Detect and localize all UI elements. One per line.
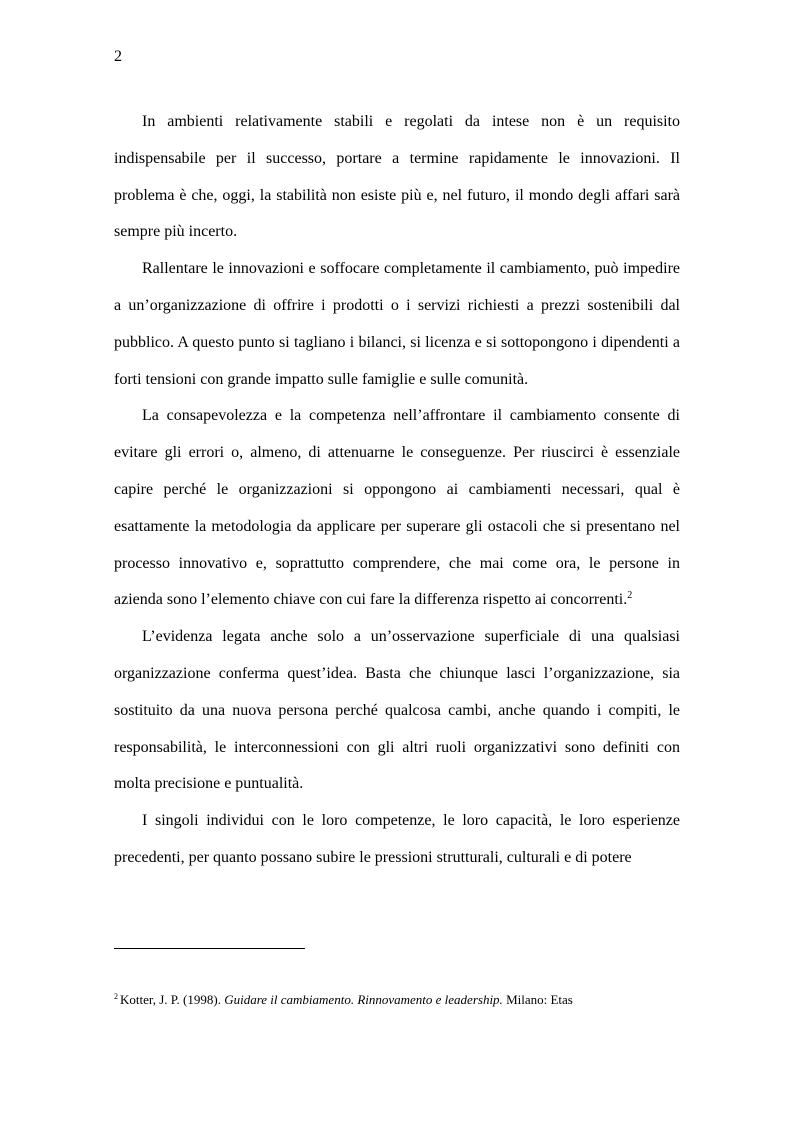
footnote-separator [114,948,305,949]
footnote [114,991,680,1009]
body-text [114,104,680,877]
footnote-number: 2 [114,992,118,1001]
page-number: 2 [114,48,122,65]
paragraph-4: L’evidenza legata anche solo a un’osservazione superficiale di una qualsiasi organizzazione conferma quest’idea. Basta che chiunque lasci l’organizzazione, sia sostituito da una nuova persona perché qualcosa cambi, anche quando i compiti, le responsabilità, le interconnessioni con gli altri ruoli organizzativi sono definiti con molta precisione e puntualità. [114,628,680,793]
footnote-reference: 2 [627,590,633,602]
footnote-title: Guidare il cambiamento. Rinnovamento e leadership. [224,992,503,1007]
paragraph-3-text: La consapevolezza e la competenza nell’affrontare il cambiamento consente di evitare gli errori o, almeno, di attenuarne le conseguenze. Per riuscirci è essenziale capire perché le organizzazioni si oppongono ai cambiamenti necessari, qual è esattamente la metodologia da applicare per superare gli ostacoli che si presentano nel processo innovativo e, soprattutto comprendere, che mai come ora, le persone in azienda sono l’elemento chiave con cui fare la differenza rispetto ai concorrenti. [114,407,680,609]
paragraph-5: I singoli individui con le loro competenze, le loro capacità, le loro esperienze precedenti, per quanto possano subire le pressioni strutturali, culturali e di potere [114,812,680,866]
paragraph-1: In ambienti relativamente stabili e regolati da intese non è un requisito indispensabile per il successo, portare a termine rapidamente le innovazioni. Il problema è che, oggi, la stabilità non esiste più e, nel futuro, il mondo degli affari sarà sempre più incerto. [114,113,680,241]
paragraph-3 [114,398,680,619]
footnote-publisher: Milano: Etas [502,992,573,1007]
paragraph-2: Rallentare le innovazioni e soffocare completamente il cambiamento, può impedire a un’organizzazione di offrire i prodotti o i servizi richiesti a prezzi sostenibili dal pubblico. A questo punto si tagliano i bilanci, si licenza e si sottopongono i dipendenti a forti tensioni con grande impatto sulle famiglie e sulle comunità. [114,260,680,388]
footnote-authors: Kotter, J. P. (1998). [120,992,225,1007]
